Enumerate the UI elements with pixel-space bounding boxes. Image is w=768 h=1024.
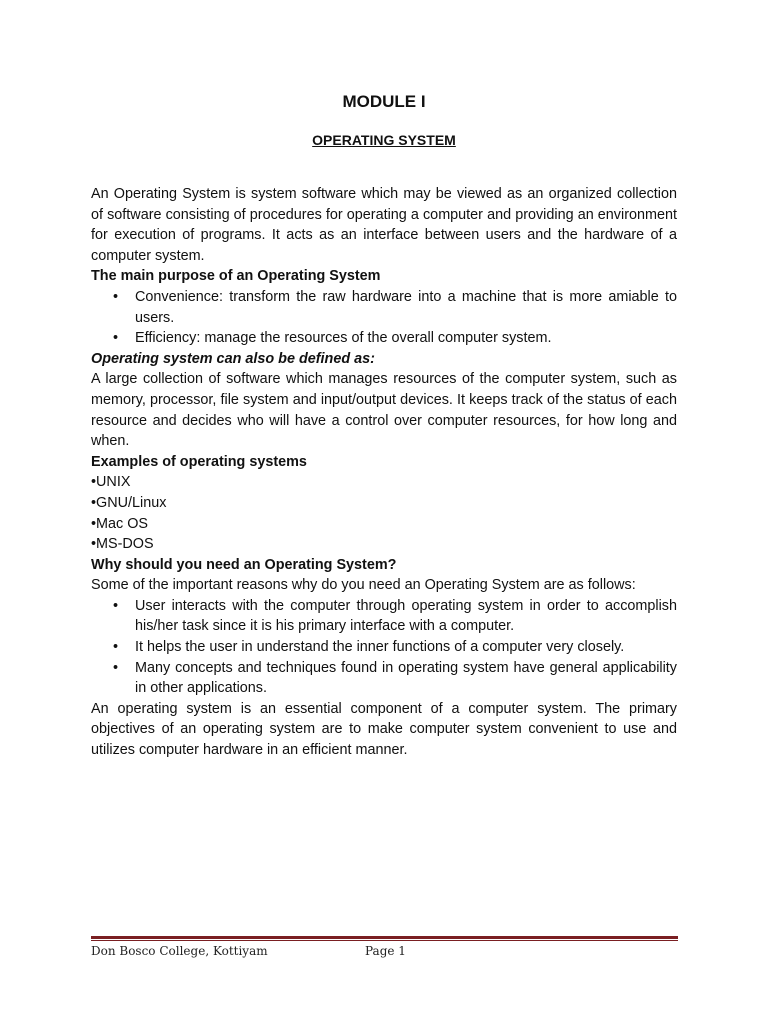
examples-heading: Examples of operating systems [91, 453, 307, 470]
example-item: •UNIX [91, 474, 131, 491]
list-item: • Efficiency: manage the resources of the overall computer system. [91, 328, 677, 349]
definition-paragraph: A large collection of software which manages resources of the computer system, such as memory, processor, file system and input/output devices. It keeps track of the status of each resource and decides who will have a control over computer resources, for how long and when. [91, 371, 677, 450]
module-title: MODULE I [342, 92, 426, 111]
list-item: • It helps the user in understand the inner functions of a computer very closely. [91, 637, 677, 658]
why-intro: Some of the important reasons why do you need an Operating System are as follows: [91, 577, 636, 594]
why-heading: Why should you need an Operating System? [91, 556, 397, 573]
example-item: •Mac OS [91, 515, 149, 532]
conclusion-paragraph: An operating system is an essential component of a computer system. The primary objectives of an operating system are to make computer system convenient to use and utilizes computer hardware in an efficient manner. [91, 700, 677, 759]
footer-page-number: Page 1 [365, 944, 406, 958]
example-item: •GNU/Linux [91, 494, 167, 511]
section-title: OPERATING SYSTEM [312, 132, 456, 148]
example-item: •MS-DOS [91, 536, 154, 553]
footer-rule [91, 936, 678, 941]
definition-heading: Operating system can also be defined as: [91, 350, 375, 367]
purpose-list [91, 287, 677, 349]
list-item: • User interacts with the computer through operating system in order to accomplish his/her task since it is his primary interface with a computer. [91, 596, 677, 637]
list-item: • Many concepts and techniques found in operating system have general applicability in other applications. [91, 658, 677, 699]
footer-institution: Don Bosco College, Kottiyam [91, 944, 268, 958]
document-body [91, 184, 677, 761]
purpose-heading: The main purpose of an Operating System [91, 268, 381, 285]
why-list [91, 596, 677, 699]
footer-rule-thin [91, 940, 678, 941]
intro-paragraph: An Operating System is system software which may be viewed as an organized collection of software consisting of procedures for operating a computer and providing an environment for execution of programs. It acts as an interface between users and the hardware of a computer system. [91, 186, 677, 264]
list-item: • Convenience: transform the raw hardware into a machine that is more amiable to users. [91, 287, 677, 328]
